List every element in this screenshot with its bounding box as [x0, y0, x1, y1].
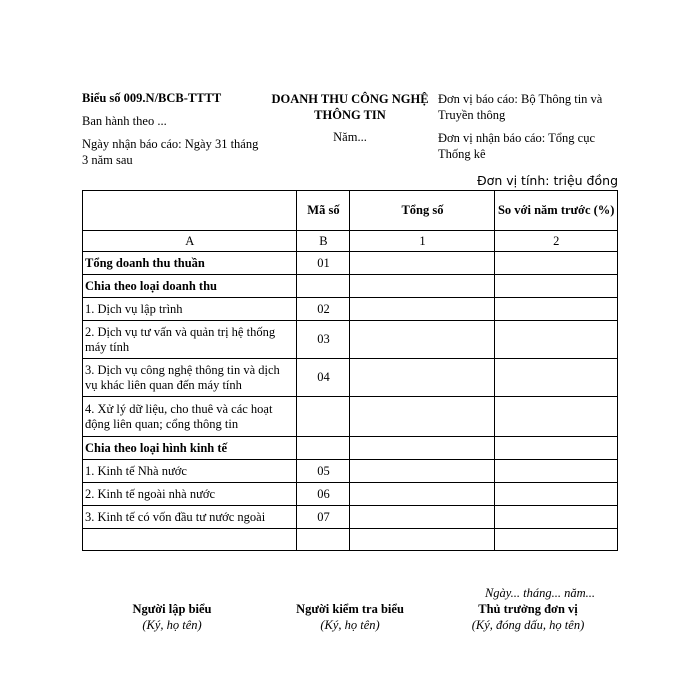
- row-total: [350, 529, 495, 551]
- row-compare: [495, 529, 618, 551]
- row-total: [350, 359, 495, 397]
- index-cell-1: 1: [350, 231, 495, 252]
- table-row: [83, 321, 618, 359]
- row-total: [350, 506, 495, 529]
- row-label: [83, 529, 297, 551]
- report-table: [82, 190, 618, 551]
- table-row: [83, 397, 618, 437]
- row-code: 03: [297, 321, 350, 359]
- table-row: [83, 359, 618, 397]
- row-code: 04: [297, 359, 350, 397]
- row-compare: [495, 460, 618, 483]
- row-compare: [495, 483, 618, 506]
- reporting-unit: Đơn vị báo cáo: Bộ Thông tin và Truyền thông: [438, 92, 603, 122]
- row-code: [297, 437, 350, 460]
- row-code: 07: [297, 506, 350, 529]
- table-row: [83, 529, 618, 551]
- table-row: [83, 506, 618, 529]
- row-code: 01: [297, 252, 350, 275]
- report-year: Năm...: [333, 130, 367, 144]
- row-compare: [495, 275, 618, 298]
- row-label: 1. Dịch vụ lập trình: [83, 298, 297, 321]
- row-label: Chia theo loại doanh thu: [83, 275, 297, 298]
- row-label: 2. Dịch vụ tư vấn và quản trị hệ thống máy tính: [83, 321, 297, 359]
- row-code: 05: [297, 460, 350, 483]
- row-total: [350, 321, 495, 359]
- table-row: [83, 437, 618, 460]
- row-label: 4. Xử lý dữ liệu, cho thuê và các hoạt động liên quan; cổng thông tin: [83, 397, 297, 437]
- row-total: [350, 483, 495, 506]
- table-index-row: [83, 231, 618, 252]
- form-code: Biểu số 009.N/BCB-TTTT: [82, 91, 222, 105]
- row-compare: [495, 506, 618, 529]
- table-header-row: [83, 191, 618, 231]
- row-label: 2. Kinh tế ngoài nhà nước: [83, 483, 297, 506]
- row-label: Tổng doanh thu thuần: [83, 252, 297, 275]
- report-title: DOANH THU CÔNG NGHỆ THÔNG TIN: [271, 92, 429, 122]
- index-cell-b: B: [297, 231, 350, 252]
- unit-of-measure: Đơn vị tính: triệu đồng: [476, 173, 618, 188]
- row-total: [350, 460, 495, 483]
- row-total: [350, 397, 495, 437]
- row-total: [350, 252, 495, 275]
- index-cell-2: 2: [495, 231, 618, 252]
- row-label: 1. Kinh tế Nhà nước: [83, 460, 297, 483]
- row-label: 3. Dịch vụ công nghệ thông tin và dịch vụ khác liên quan đến máy tính: [83, 359, 297, 397]
- row-compare: [495, 252, 618, 275]
- header-cell-code: Mã số: [297, 191, 350, 231]
- table-row: [83, 483, 618, 506]
- issued-by: Ban hành theo ...: [82, 114, 167, 128]
- checker-note: (Ký, họ tên): [320, 618, 380, 632]
- row-label: 3. Kinh tế có vốn đầu tư nước ngoài: [83, 506, 297, 529]
- signature-date-line: Ngày... tháng... năm...: [484, 586, 596, 600]
- checker-title: Người kiểm tra biểu: [296, 602, 404, 616]
- row-code: [297, 397, 350, 437]
- table-row: [83, 275, 618, 298]
- row-total: [350, 298, 495, 321]
- header-cell-compare: So với năm trước (%): [495, 191, 618, 231]
- head-note: (Ký, đóng dấu, họ tên): [471, 618, 585, 632]
- head-title: Thủ trưởng đơn vị: [478, 602, 578, 616]
- row-label: Chia theo loại hình kinh tế: [83, 437, 297, 460]
- row-compare: [495, 397, 618, 437]
- row-code: 06: [297, 483, 350, 506]
- receive-date: Ngày nhận báo cáo: Ngày 31 tháng 3 năm sau: [82, 137, 259, 167]
- row-code: [297, 529, 350, 551]
- table-row: [83, 298, 618, 321]
- row-code: [297, 275, 350, 298]
- row-compare: [495, 321, 618, 359]
- header-cell-total: Tổng số: [350, 191, 495, 231]
- preparer-note: (Ký, họ tên): [142, 618, 202, 632]
- receiving-unit: Đơn vị nhận báo cáo: Tổng cục Thống kê: [438, 131, 596, 161]
- row-total: [350, 275, 495, 298]
- row-compare: [495, 298, 618, 321]
- table-row: [83, 460, 618, 483]
- table-row: [83, 252, 618, 275]
- header-cell-label: [83, 191, 297, 231]
- index-cell-a: A: [83, 231, 297, 252]
- row-code: 02: [297, 298, 350, 321]
- row-compare: [495, 437, 618, 460]
- row-total: [350, 437, 495, 460]
- row-compare: [495, 359, 618, 397]
- preparer-title: Người lập biểu: [132, 602, 212, 616]
